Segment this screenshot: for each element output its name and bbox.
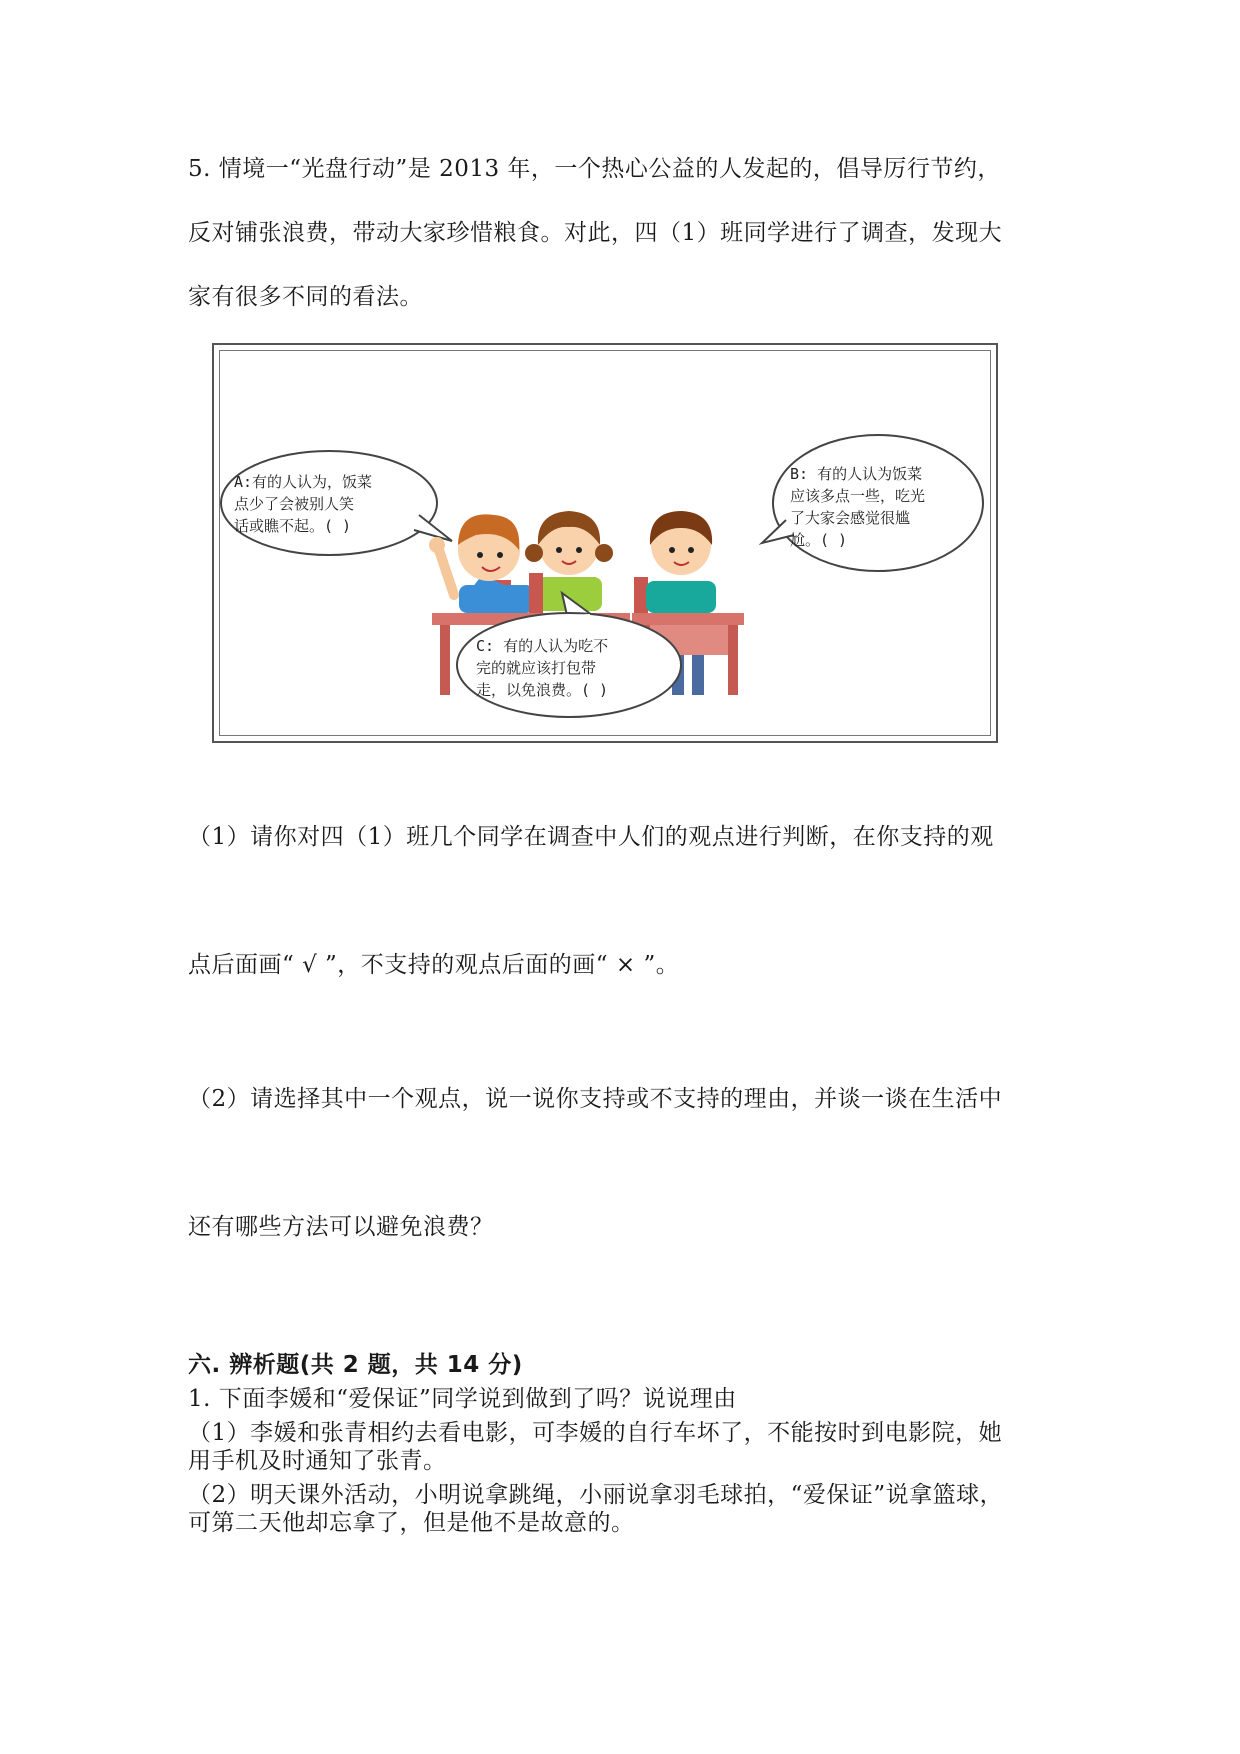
bubble-b-line-4: 尬。( ): [790, 531, 848, 549]
q5-sub2-line-2: 还有哪些方法可以避免浪费？: [188, 1214, 494, 1240]
bubble-c-line-3: 走，以免浪费。( ): [476, 681, 609, 699]
boy-a-figure: [429, 514, 534, 613]
section6-q1-line-1: （1）李媛和张青相约去看电影，可李媛的自行车坏了，不能按时到电影院，她: [188, 1420, 1003, 1446]
q5-sub1-line-2: 点后面画“ √ ”，不支持的观点后面的画“ × ”。: [188, 952, 680, 978]
q5-sub2-line-1: （2）请选择其中一个观点，说一说你支持或不支持的理由，并谈一谈在生活中: [188, 1086, 1003, 1112]
q5-sub1-line-1: （1）请你对四（1）班几个同学在调查中人们的观点进行判断，在你支持的观: [188, 824, 994, 850]
bubble-a-line-1: A:有的人认为，饭菜: [234, 473, 373, 491]
boy-b-figure: [634, 511, 716, 617]
section6-q1-line-4: 可第二天他却忘拿了，但是他不是故意的。: [188, 1510, 635, 1536]
bubble-a-line-3: 话或瞧不起。( ): [234, 517, 352, 535]
section6-q1-line-3: （2）明天课外活动，小明说拿跳绳，小丽说拿羽毛球拍，“爱保证”说拿篮球，: [188, 1482, 1004, 1508]
bubble-c-line-1: C: 有的人认为吃不: [476, 637, 609, 655]
section6-q1-title: 1. 下面李媛和“爱保证”同学说到做到了吗？说说理由: [188, 1386, 737, 1412]
illustration-svg: [214, 345, 1000, 745]
speech-bubble-a: [221, 451, 452, 555]
bubble-b-line-1: B: 有的人认为饭菜: [790, 465, 923, 483]
classroom-illustration: [212, 343, 998, 743]
q5-line-2: 反对铺张浪费，带动大家珍惜粮食。对此，四（1）班同学进行了调查，发现大: [188, 220, 1003, 246]
bubble-b-line-2: 应该多点一些，吃光: [790, 487, 926, 505]
section6-q1-line-2: 用手机及时通知了张青。: [188, 1448, 447, 1474]
section6-heading: 六. 辨析题(共 2 题，共 14 分): [188, 1352, 523, 1378]
bubble-c-line-2: 完的就应该打包带: [476, 659, 597, 677]
bubble-b-line-3: 了大家会感觉很尴: [790, 509, 911, 527]
bubble-a-line-2: 点少了会被别人笑: [234, 495, 355, 513]
q5-line-3: 家有很多不同的看法。: [188, 284, 423, 310]
q5-line-1: 5. 情境一“光盘行动”是 2013 年，一个热心公益的人发起的，倡导厉行节约，: [188, 156, 1001, 182]
speech-bubble-b: [762, 435, 983, 571]
